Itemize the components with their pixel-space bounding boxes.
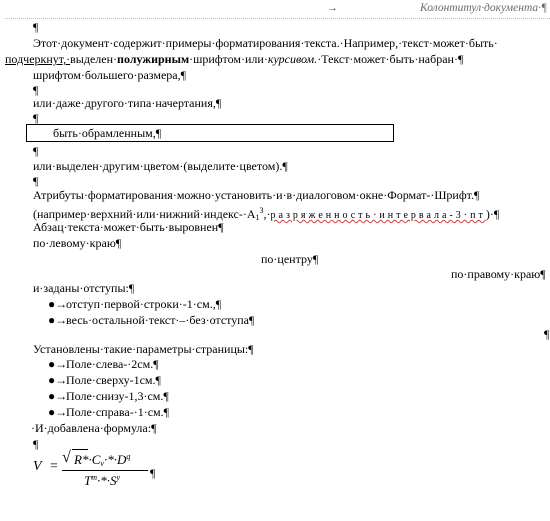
- superscript: 3: [259, 206, 264, 215]
- left-aligned-line[interactable]: по·левому·краю¶: [33, 236, 122, 250]
- paragraph-mark: ¶: [150, 466, 156, 480]
- bordered-paragraph[interactable]: [26, 124, 394, 142]
- list-item-text: отступ·первой·строки·-1·см.,¶: [66, 297, 222, 311]
- formula-superscript: q: [126, 452, 131, 461]
- body-line[interactable]: ·И·добавлена·формула:¶: [31, 421, 157, 435]
- centered-line[interactable]: по·центру¶: [261, 252, 319, 266]
- formula-term: T: [84, 473, 92, 488]
- bullet-icon: ●→: [48, 313, 68, 327]
- list-item-text: Поле·снизу-1,3·см.¶: [66, 389, 169, 403]
- square-root-icon: √: [62, 449, 71, 466]
- body-line[interactable]: Абзац·текста·может·быть·выровнен¶: [33, 220, 224, 234]
- formula-superscript: y: [116, 473, 121, 482]
- text-run: )·¶: [485, 207, 500, 221]
- bullet-icon: ●→: [48, 357, 68, 371]
- paragraph-mark: ¶: [33, 437, 39, 451]
- list-item[interactable]: [48, 312, 254, 328]
- bullet-icon: ●→: [48, 297, 68, 311]
- bullet-icon: ●→: [48, 389, 68, 403]
- formula-superscript: m: [91, 473, 98, 482]
- text-run: ·Текст·может·быть·набран·¶: [317, 52, 464, 66]
- list-item[interactable]: [48, 296, 221, 312]
- underlined-text: подчеркнут,·: [5, 52, 71, 66]
- body-line[interactable]: Атрибуты·форматирования·можно·установить·и·в·диалоговом·окне·Формат-·Шрифт.¶: [33, 188, 480, 202]
- text-run: ·шрифтом·или·: [189, 52, 268, 66]
- bullet-icon: ●→: [48, 373, 68, 387]
- list-item[interactable]: [48, 372, 161, 388]
- formula-lhs: V: [33, 459, 42, 474]
- body-line-subsup[interactable]: [33, 203, 500, 222]
- colored-line[interactable]: или·выделен·другим·цветом·(выделите·цветом).¶: [33, 159, 288, 173]
- list-item[interactable]: [48, 388, 169, 404]
- formula-term: *·C: [81, 452, 101, 467]
- list-item-text: Поле·слева-·2см.¶: [66, 357, 159, 371]
- body-line-formatted[interactable]: [5, 51, 463, 67]
- bold-text: полужирным: [117, 52, 190, 66]
- bordered-text: быть·обрамленным,¶: [53, 126, 162, 140]
- formula-subscript: v: [100, 459, 104, 468]
- formula-term: ·*·S: [97, 473, 117, 488]
- paragraph-mark: ¶: [33, 144, 39, 158]
- italic-text: курсивом.: [267, 52, 318, 66]
- text-run: выделен·: [70, 52, 118, 66]
- square-root-bar: [72, 449, 88, 450]
- bullet-icon: ●→: [48, 405, 68, 419]
- formula-denominator: [84, 473, 120, 489]
- text-run: (например·верхний·или·нижний·индекс-·А: [33, 207, 256, 221]
- paragraph-mark: ¶: [33, 111, 39, 125]
- text-run: ,·: [263, 207, 271, 221]
- list-item-text: Поле·сверху-1см.¶: [66, 373, 161, 387]
- list-item[interactable]: [48, 356, 159, 372]
- list-item[interactable]: [48, 404, 169, 420]
- list-item-text: весь·остальной·текст·–·без·отступа¶: [66, 313, 255, 327]
- formula-numerator: [74, 452, 130, 468]
- body-line[interactable]: или·даже·другого·типа·начертания,¶: [33, 96, 222, 110]
- formula-term: ·*·D: [103, 452, 127, 467]
- formula-term: R: [74, 452, 82, 467]
- body-line[interactable]: и·заданы·отступы:¶: [33, 281, 135, 295]
- list-item-text: Поле·справа-·1·см.¶: [66, 405, 170, 419]
- right-aligned-line[interactable]: по·правому·краю¶: [451, 267, 546, 281]
- body-line[interactable]: Установлены·такие·параметры·страницы:¶: [33, 342, 254, 356]
- paragraph-mark: ¶: [33, 20, 39, 34]
- page-header-text[interactable]: Колонтитул·документа·¶: [420, 2, 548, 14]
- paragraph-mark: ¶: [33, 83, 39, 97]
- subscript: 1: [255, 213, 260, 222]
- paragraph-mark: ¶: [33, 174, 39, 188]
- body-line[interactable]: шрифтом·большего·размера,¶: [33, 68, 187, 82]
- fraction-line: [62, 470, 148, 471]
- header-separator: [5, 18, 550, 19]
- formula-equals: =: [50, 459, 58, 474]
- body-line[interactable]: Этот·документ·содержит·примеры·форматирования·текста.·Например,·текст·может·быть·: [33, 36, 498, 50]
- paragraph-mark: ¶: [544, 327, 550, 341]
- spaced-text: разряженность·интервала-3·пт: [270, 210, 486, 221]
- header-tab-arrow: →: [327, 2, 338, 14]
